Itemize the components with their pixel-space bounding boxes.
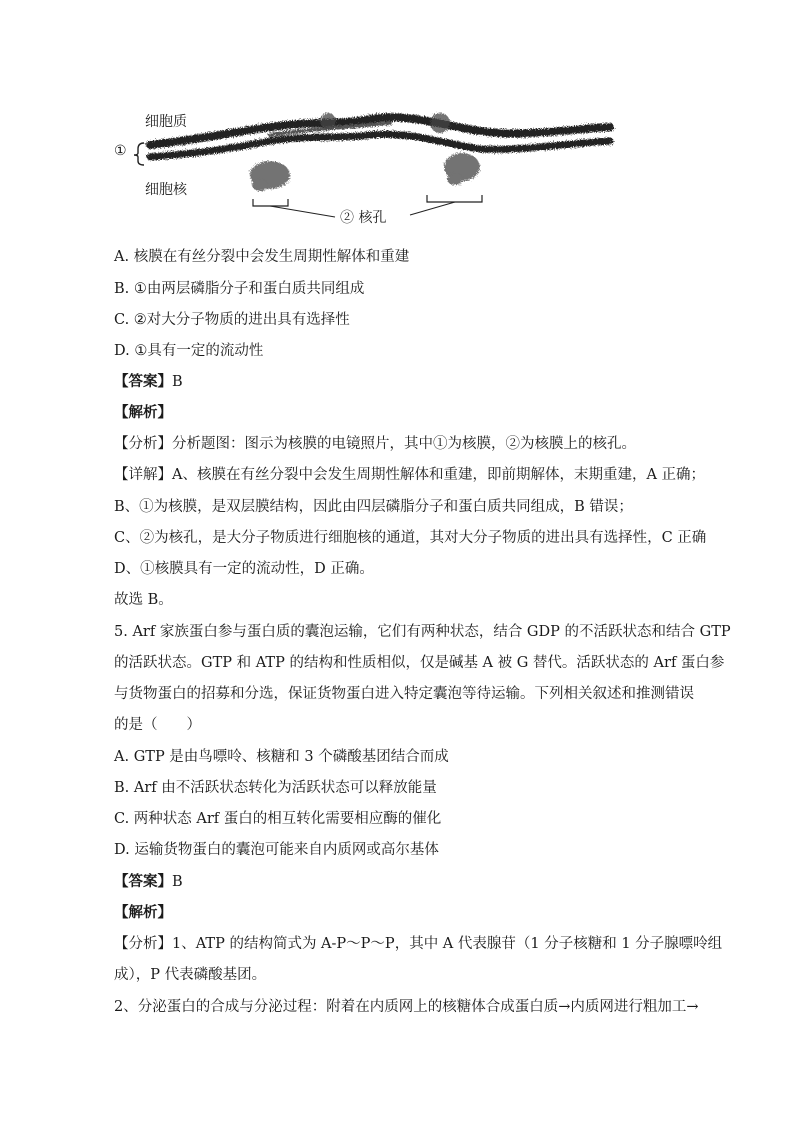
nuclear-envelope-figure <box>110 105 620 230</box>
q5-stem-1: 5. Arf 家族蛋白参与蛋白质的囊泡运输，它们有两种状态，结合 GDP 的不活跃状态和结合 GTP <box>114 624 731 640</box>
q4-answer-label: 【答案】 <box>114 373 172 390</box>
membrane-marker: ① <box>114 143 127 159</box>
q4-detail-3: C、②为核孔，是大分子物质进行细胞核的通道，其对大分子物质的进出具有选择性，C 正确 <box>114 530 707 546</box>
q4-answer <box>114 372 183 392</box>
q4-option-d: D. ①具有一定的流动性 <box>114 343 264 359</box>
q5-stem-2: 的活跃状态。GTP 和 ATP 的结构和性质相似，仅是碱基 A 被 G 替代。活跃状态的 Arf 蛋白参 <box>114 655 725 671</box>
q5-analysis-label: 【解析】 <box>114 904 172 921</box>
q4-answer-value: B <box>172 374 183 390</box>
q4-detail-2: B、①为核膜，是双层膜结构，因此由四层磷脂分子和蛋白质共同组成，B 错误； <box>114 499 633 515</box>
q4-option-a: A. 核膜在有丝分裂中会发生周期性解体和重建 <box>114 249 410 265</box>
q5-option-c: C. 两种状态 Arf 蛋白的相互转化需要相应酶的催化 <box>114 811 442 827</box>
q4-option-c: C. ②对大分子物质的进出具有选择性 <box>114 312 350 328</box>
q5-stem-3: 与货物蛋白的招募和分选，保证货物蛋白进入特定囊泡等待运输。下列相关叙述和推测错误 <box>114 686 694 702</box>
nucleus-label: 细胞核 <box>145 182 187 198</box>
q5-fenxi-3: 2、分泌蛋白的合成与分泌过程：附着在内质网上的核糖体合成蛋白质→内质网进行粗加工→ <box>114 999 699 1015</box>
q5-stem-4: 的是（ ） <box>114 717 201 733</box>
q4-analysis-label: 【解析】 <box>114 404 172 421</box>
pore-label: ② 核孔 <box>340 210 387 226</box>
q5-answer-value: B <box>172 874 183 890</box>
q4-detail-1: 【详解】A、核膜在有丝分裂中会发生周期性解体和重建，即前期解体，末期重建，A 正确； <box>114 467 706 483</box>
q5-option-a: A. GTP 是由鸟嘌呤、核糖和 3 个磷酸基团结合而成 <box>114 749 449 765</box>
q4-conclusion: 故选 B。 <box>114 592 173 608</box>
q4-option-b: B. ①由两层磷脂分子和蛋白质共同组成 <box>114 281 365 297</box>
q5-option-b: B. Arf 由不活跃状态转化为活跃状态可以释放能量 <box>114 780 437 796</box>
q5-answer-label: 【答案】 <box>114 873 172 890</box>
q4-fenxi: 【分析】分析题图：图示为核膜的电镜照片，其中①为核膜，②为核膜上的核孔。 <box>114 436 636 452</box>
q4-detail-4: D、①核膜具有一定的流动性，D 正确。 <box>114 561 374 577</box>
q5-fenxi-1: 【分析】1、ATP 的结构简式为 A-P～P～P，其中 A 代表腺苷（1 分子核糖和 1 分子腺嘌呤组 <box>114 936 723 952</box>
q5-fenxi-2: 成），P 代表磷酸基团。 <box>114 967 267 983</box>
cytoplasm-label: 细胞质 <box>145 114 187 130</box>
q5-answer <box>114 872 183 892</box>
q5-option-d: D. 运输货物蛋白的囊泡可能来自内质网或高尔基体 <box>114 842 439 858</box>
